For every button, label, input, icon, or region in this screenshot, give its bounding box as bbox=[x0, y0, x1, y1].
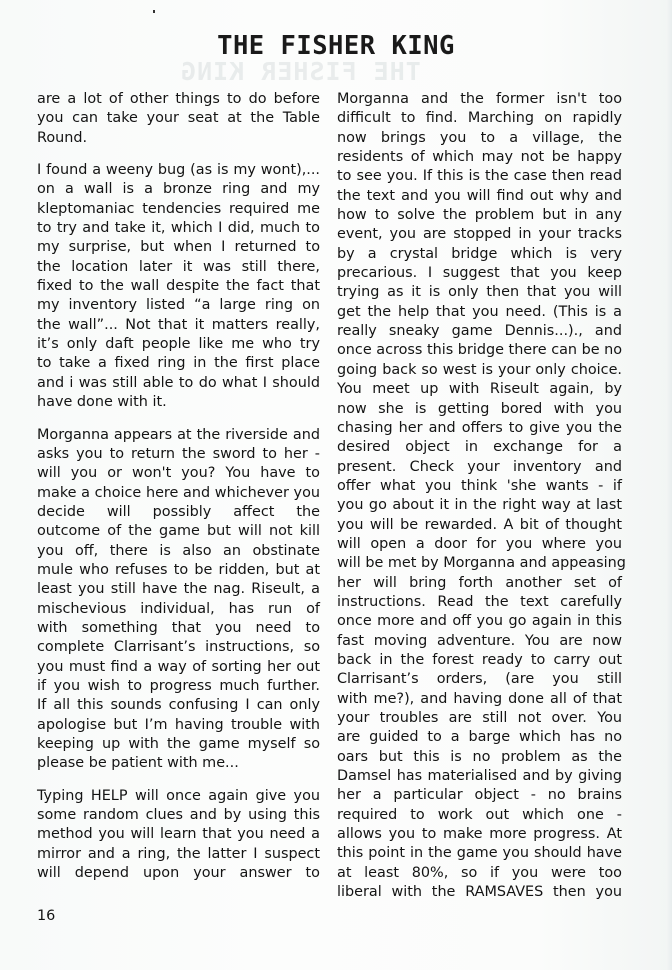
text-line: outcome of the game but will not kill bbox=[37, 523, 320, 540]
paragraph-gap bbox=[37, 148, 320, 161]
text-line: fast moving adventure. You are now bbox=[337, 632, 622, 649]
text-line: decide will possibly affect the bbox=[37, 503, 320, 520]
text-line: you must find a way of sorting her out bbox=[37, 658, 320, 675]
text-line: to see you. If this is the case then read bbox=[337, 168, 622, 185]
text-line: her will bring forth another set of bbox=[337, 574, 622, 591]
text-line: make a choice here and whichever you bbox=[37, 484, 320, 501]
text-line: to take a fixed ring in the first place bbox=[37, 355, 320, 372]
text-line: Clarrisant’s orders, (are you still bbox=[337, 671, 622, 688]
text-line: difficult to find. Marching on rapidly bbox=[337, 110, 622, 127]
text-line: once across this bridge there can be no bbox=[337, 342, 623, 359]
text-line: present. Check your inventory and bbox=[337, 458, 622, 475]
text-line: mirror and a ring, the latter I suspect bbox=[37, 845, 320, 862]
text-line: allows you to make more progress. At bbox=[337, 826, 622, 843]
page-edge-shadow bbox=[666, 0, 672, 970]
text-line: Morganna appears at the riverside and bbox=[37, 426, 320, 443]
paragraph bbox=[37, 787, 320, 884]
text-line: now she is getting bored with you bbox=[337, 400, 622, 417]
text-line: back in the forest ready to carry out bbox=[337, 651, 622, 668]
right-column bbox=[337, 90, 626, 902]
left-column bbox=[37, 90, 320, 883]
text-line: by a crystal bridge which is very bbox=[337, 245, 622, 262]
paragraph bbox=[37, 161, 320, 412]
text-line: you go about it in the right way at last bbox=[337, 497, 622, 514]
text-line: it’s only daft people like me who try bbox=[37, 336, 320, 353]
text-line: please be patient with me... bbox=[37, 755, 239, 772]
text-line: kleptomaniac tendencies required me bbox=[37, 200, 320, 217]
text-line: Round. bbox=[37, 129, 88, 146]
text-line: mule who refuses to be ridden, but at bbox=[37, 561, 320, 578]
text-line: with me?), and having done all of that bbox=[337, 690, 622, 707]
paragraph-gap bbox=[37, 413, 320, 426]
text-line: my surprise, but when I returned to bbox=[37, 239, 320, 256]
text-line: chasing her and offers to give you the bbox=[337, 419, 622, 436]
text-line: will you or won't you? You have to bbox=[37, 465, 320, 482]
text-line: with something that you need to bbox=[37, 619, 320, 636]
scan-speck bbox=[153, 10, 155, 13]
text-line: If all this sounds confusing I can only bbox=[37, 697, 320, 714]
text-line: are guided to a barge which has no bbox=[337, 729, 622, 746]
text-line: to try and take it, which I did, much to bbox=[37, 220, 320, 237]
paragraph-gap bbox=[37, 774, 320, 787]
text-line: event, you are stopped in your tracks bbox=[337, 226, 622, 243]
text-line: if you wish to progress much further. bbox=[37, 677, 320, 694]
text-line: have done with it. bbox=[37, 394, 167, 411]
paragraph bbox=[37, 426, 320, 774]
text-line: the location later it was still there, bbox=[37, 258, 320, 275]
text-line: will open a door for you where you bbox=[337, 535, 622, 552]
text-line: least you still have the nag. Riseult, a bbox=[37, 581, 320, 598]
text-line: offer what you think 'she wants - if bbox=[337, 477, 622, 494]
text-line: some random clues and by using this bbox=[37, 807, 320, 824]
text-line: mischevious individual, has run of bbox=[37, 600, 320, 617]
text-line: are a lot of other things to do before bbox=[37, 91, 320, 107]
text-line: trying as it is only then that you will bbox=[337, 284, 622, 301]
text-line: the text and you will find out why and bbox=[337, 187, 622, 204]
text-line: keeping up with the game myself so bbox=[37, 736, 320, 752]
text-line: now brings you to a village, the bbox=[337, 129, 622, 146]
text-line: will depend upon your answer to bbox=[37, 865, 320, 882]
text-line: once more and off you go again in this bbox=[337, 613, 622, 630]
text-line: residents of which may not be happy bbox=[337, 149, 622, 166]
text-line: apologise but I’m having trouble with bbox=[37, 716, 320, 733]
text-line: the wall”... Not that it matters really, bbox=[37, 316, 320, 333]
text-line: you off, there is also an obstinate bbox=[37, 542, 320, 559]
text-line: required to work out which one - bbox=[337, 806, 622, 823]
text-line: at least 80%, so if you were too bbox=[337, 864, 622, 881]
text-line: complete Clarrisant’s instructions, so bbox=[37, 639, 320, 656]
paragraph bbox=[37, 90, 320, 148]
text-line: you can take your seat at the Table bbox=[37, 110, 320, 127]
paragraph bbox=[337, 90, 626, 902]
text-line: I found a weeny bug (as is my wont),... bbox=[37, 162, 320, 179]
text-line: method you will learn that you need a bbox=[37, 826, 320, 843]
text-line: instructions. Read the text carefully bbox=[337, 593, 622, 610]
text-line: desired object in exchange for a bbox=[337, 439, 622, 456]
text-line: precarious. I suggest that you keep bbox=[337, 265, 622, 282]
text-line: her a particular object - no brains bbox=[337, 787, 622, 804]
text-line: my inventory listed “a large ring on bbox=[37, 297, 320, 314]
text-line: this point in the game you should have bbox=[337, 845, 622, 862]
text-line: oars but this is no problem as the bbox=[337, 748, 622, 765]
text-line: and i was still able to do what I should bbox=[37, 374, 320, 391]
page-title: THE FISHER KING bbox=[217, 31, 455, 61]
text-line: how to solve the problem but in any bbox=[337, 207, 622, 224]
page-number: 16 bbox=[37, 908, 56, 924]
text-line: on a wall is a bronze ring and my bbox=[37, 181, 320, 198]
text-line: will be met by Morganna and appeasing bbox=[337, 555, 626, 572]
text-line: get the help that you need. (This is a bbox=[337, 303, 622, 320]
text-line: liberal with the RAMSAVES then you bbox=[337, 884, 622, 901]
text-line: Typing HELP will once again give you bbox=[37, 787, 320, 804]
text-line: Morganna and the former isn't too bbox=[337, 91, 622, 107]
text-line: fixed to the wall despite the fact that bbox=[37, 278, 320, 295]
text-line: your troubles are still not over. You bbox=[337, 710, 622, 726]
text-line: you will be rewarded. A bit of thought bbox=[337, 516, 622, 533]
text-line: going back so west is your only choice. bbox=[337, 361, 622, 378]
text-line: Damsel has materialised and by giving bbox=[337, 768, 622, 785]
text-line: really sneaky game Dennis...)., and bbox=[337, 323, 622, 340]
text-line: You meet up with Riseult again, by bbox=[337, 381, 622, 398]
bleed-through-title: THE FISHER KING bbox=[180, 57, 421, 86]
text-line: asks you to return the sword to her - bbox=[37, 445, 320, 462]
